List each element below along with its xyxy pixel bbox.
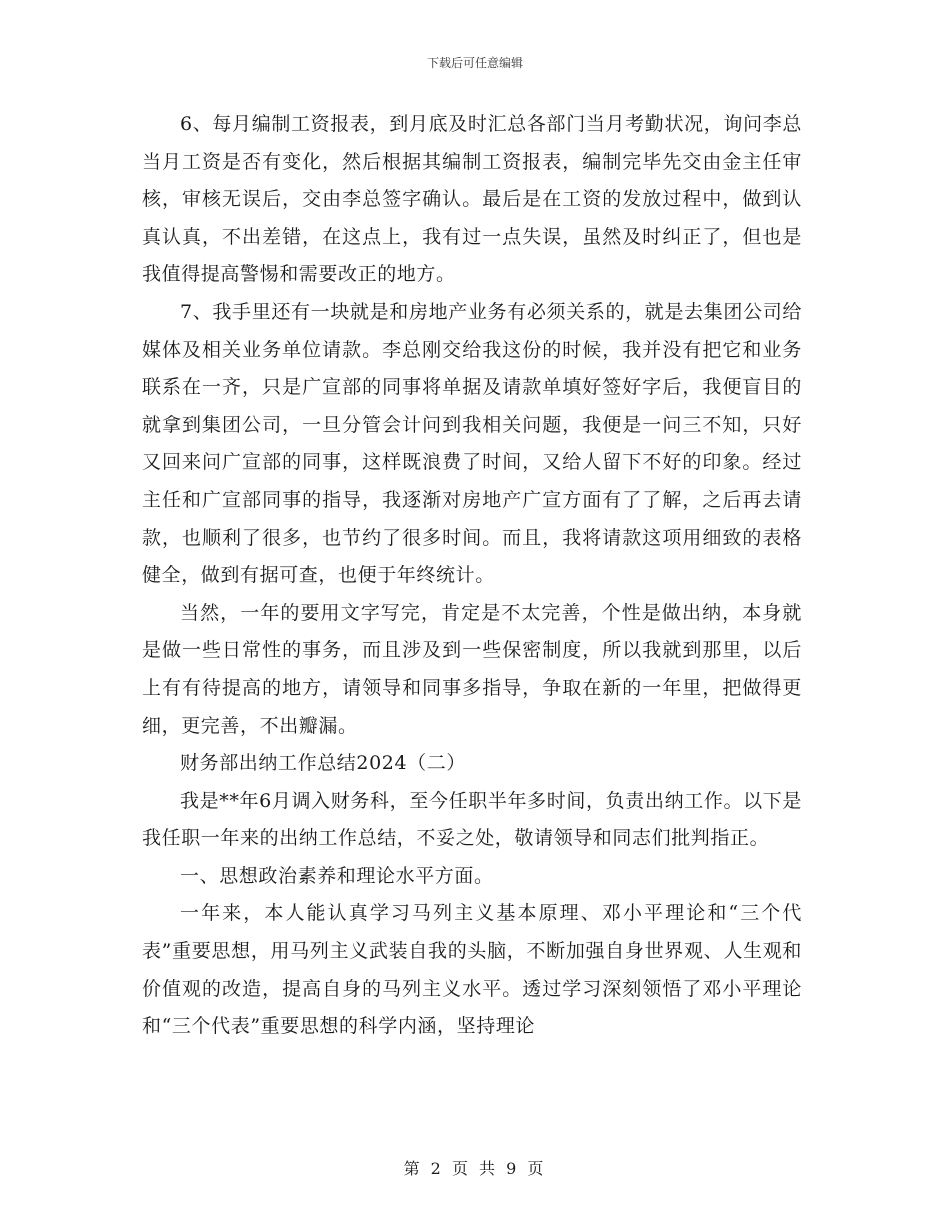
page-header: 下载后可任意编辑 [426, 56, 523, 70]
paragraph-intro: 我是**年6月调入财务科，至今任职半年多时间，负责出纳工作。以下是我任职一年来的出纳工作总结，不妥之处，敬请领导和同志们批判指正。 [142, 789, 802, 850]
paragraph-item-6: 6、每月编制工资报表，到月底及时汇总各部门当月考勤状况，询问李总当月工资是否有变化，然后根据其编制工资报表，编制完毕先交由金主任审核，审核无误后，交由李总签字确认。最后是在工资的发放过程中，做到认真认真，不出差错，在这点上，我有过一点失误，虽然及时纠正了，但也是我值得提高警惕和需要改正的地方。 [142, 113, 802, 286]
section-title: 财务部出纳工作总结2024（二） [180, 752, 466, 775]
page-number: 第 2 页 共 9 页 [403, 1159, 547, 1178]
document-body [142, 106, 802, 1046]
paragraph-conclusion: 当然，一年的要用文字写完，肯定是不太完善，个性是做出纳，本身就是做一些日常性的事务，而且涉及到一些保密制度，所以我就到那里，以后上有有待提高的地方，请领导和同事多指导，争取在新的一年里，把做得更细，更完善，不出瓣漏。 [142, 601, 802, 737]
paragraph-item-7: 7、我手里还有一块就是和房地产业务有必须关系的，就是去集团公司给媒体及相关业务单位请款。李总刚交给我这份的时候，我并没有把它和业务联系在一齐，只是广宣部的同事将单据及请款单填好签好字后，我便盲目的就拿到集团公司，一旦分管会计问到我相关问题，我便是一问三不知，只好又回来问广宣部的同事，这样既浪费了时间，又给人留下不好的印象。经过主任和广宣部同事的指导，我逐渐对房地产广宣方面有了了解，之后再去请款，也顺利了很多，也节约了很多时间。而且，我将请款这项用细致的表格健全，做到有据可查，也便于年终统计。 [142, 300, 802, 587]
subsection-heading: 一、思想政治素养和理论水平方面。 [180, 864, 494, 887]
paragraph-political-study: 一年来，本人能认真学习马列主义基本原理、邓小平理论和“三个代表”重要思想，用马列主义武装自我的头脑，不断加强自身世界观、人生观和价值观的改造，提高自身的马列主义水平。透过学习深刻领悟了邓小平理论和“三个代表”重要思想的科学内涵，坚持理论 [142, 902, 802, 1038]
